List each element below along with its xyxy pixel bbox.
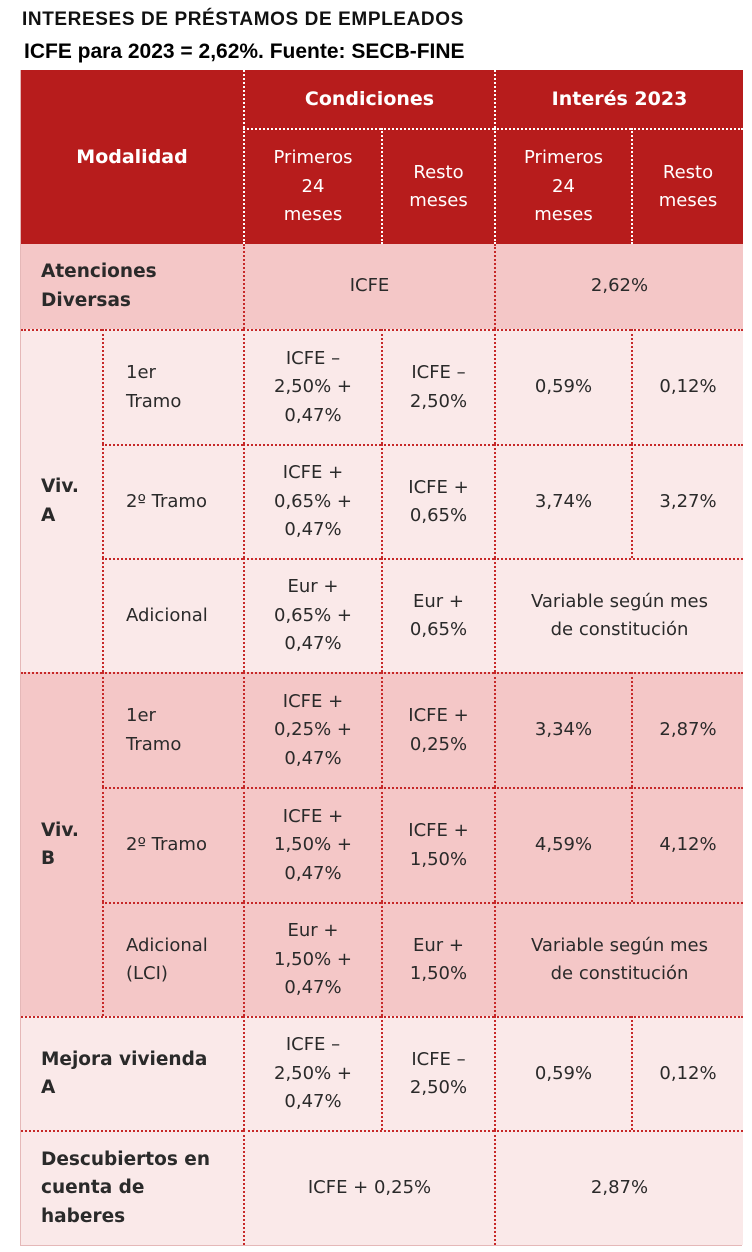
viv-b-tramo2-interes-resto: 4,12% <box>631 787 743 902</box>
viv-a-tramo1-interes-resto: 0,12% <box>631 329 743 444</box>
document-title: INTERESES DE PRÉSTAMOS DE EMPLEADOS <box>22 9 464 30</box>
document-subtitle: ICFE para 2023 = 2,62%. Fuente: SECB-FINE <box>24 40 465 63</box>
row-descubiertos-label: Descubiertos en cuenta de haberes <box>21 1130 243 1245</box>
mejora-interes-resto: 0,12% <box>631 1016 743 1130</box>
viv-a-tramo2-label: 2º Tramo <box>102 444 243 558</box>
descubiertos-interes: 2,87% <box>494 1130 743 1245</box>
viv-a-adicional-label: Adicional <box>102 558 243 672</box>
header-interes-primeros: Primeros 24 meses <box>494 128 631 244</box>
viv-b-adicional-interes: Variable según mes de constitución <box>494 902 743 1016</box>
viv-b-tramo1-label: 1er Tramo <box>102 672 243 787</box>
viv-a-tramo1-resto: ICFE – 2,50% <box>381 329 494 444</box>
mejora-interes-primeros: 0,59% <box>494 1016 631 1130</box>
viv-a-tramo1-primeros: ICFE – 2,50% + 0,47% <box>243 329 381 444</box>
row-viv-a-label: Viv. A <box>21 329 102 672</box>
header-condiciones-resto: Resto meses <box>381 128 494 244</box>
row-viv-b-label: Viv. B <box>21 672 102 1016</box>
viv-b-tramo2-label: 2º Tramo <box>102 787 243 902</box>
viv-a-tramo2-resto: ICFE + 0,65% <box>381 444 494 558</box>
viv-a-tramo1-interes-primeros: 0,59% <box>494 329 631 444</box>
viv-a-tramo1-label: 1er Tramo <box>102 329 243 444</box>
descubiertos-condicion: ICFE + 0,25% <box>243 1130 494 1245</box>
viv-b-tramo2-resto: ICFE + 1,50% <box>381 787 494 902</box>
interest-table <box>20 70 742 1246</box>
row-atenciones-condicion: ICFE <box>243 244 494 329</box>
viv-a-adicional-resto: Eur + 0,65% <box>381 558 494 672</box>
row-atenciones-interes: 2,62% <box>494 244 743 329</box>
viv-b-tramo1-interes-primeros: 3,34% <box>494 672 631 787</box>
viv-b-tramo1-resto: ICFE + 0,25% <box>381 672 494 787</box>
viv-a-adicional-interes: Variable según mes de constitución <box>494 558 743 672</box>
viv-a-tramo2-primeros: ICFE + 0,65% + 0,47% <box>243 444 381 558</box>
header-condiciones-primeros: Primeros 24 meses <box>243 128 381 244</box>
viv-b-tramo2-interes-primeros: 4,59% <box>494 787 631 902</box>
row-atenciones-label: Atenciones Diversas <box>21 244 243 329</box>
viv-b-adicional-label: Adicional (LCI) <box>102 902 243 1016</box>
viv-b-adicional-primeros: Eur + 1,50% + 0,47% <box>243 902 381 1016</box>
mejora-resto: ICFE – 2,50% <box>381 1016 494 1130</box>
header-modalidad: Modalidad <box>21 70 243 244</box>
row-mejora-label: Mejora vivienda A <box>21 1016 243 1130</box>
viv-a-tramo2-interes-primeros: 3,74% <box>494 444 631 558</box>
header-interes-resto: Resto meses <box>631 128 743 244</box>
header-condiciones: Condiciones <box>243 70 494 128</box>
viv-b-tramo2-primeros: ICFE + 1,50% + 0,47% <box>243 787 381 902</box>
mejora-primeros: ICFE – 2,50% + 0,47% <box>243 1016 381 1130</box>
viv-b-tramo1-interes-resto: 2,87% <box>631 672 743 787</box>
viv-a-tramo2-interes-resto: 3,27% <box>631 444 743 558</box>
viv-b-tramo1-primeros: ICFE + 0,25% + 0,47% <box>243 672 381 787</box>
header-interes: Interés 2023 <box>494 70 743 128</box>
viv-b-adicional-resto: Eur + 1,50% <box>381 902 494 1016</box>
viv-a-adicional-primeros: Eur + 0,65% + 0,47% <box>243 558 381 672</box>
